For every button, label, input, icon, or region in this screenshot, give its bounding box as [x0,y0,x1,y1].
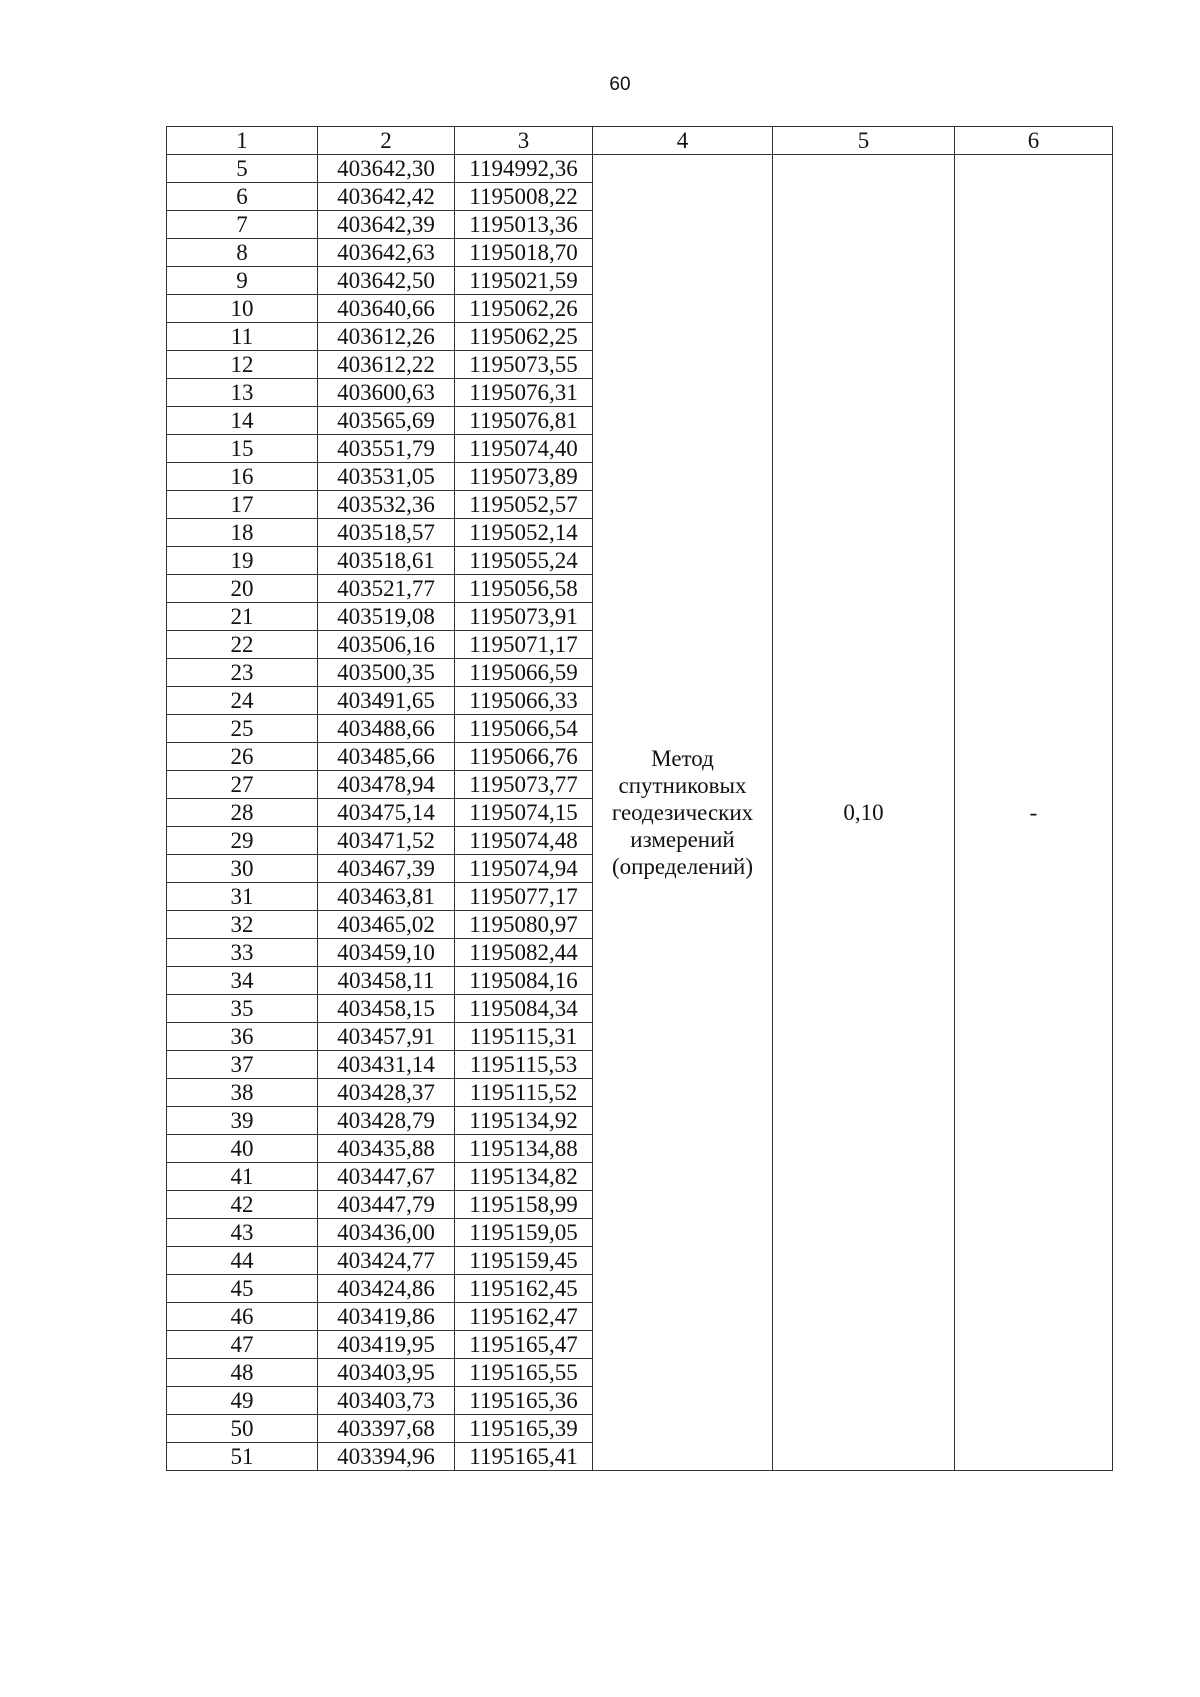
x-coordinate-cell: 403518,57 [318,519,455,547]
point-number-cell: 24 [167,687,318,715]
header-cell: 3 [455,127,593,155]
x-coordinate-cell: 403521,77 [318,575,455,603]
x-coordinate-cell: 403506,16 [318,631,455,659]
x-coordinate-cell: 403447,79 [318,1191,455,1219]
y-coordinate-cell: 1195115,53 [455,1051,593,1079]
x-coordinate-cell: 403612,26 [318,323,455,351]
point-number-cell: 38 [167,1079,318,1107]
point-number-cell: 39 [167,1107,318,1135]
point-number-cell: 11 [167,323,318,351]
y-coordinate-cell: 1195134,82 [455,1163,593,1191]
point-number-cell: 32 [167,911,318,939]
header-cell: 1 [167,127,318,155]
y-coordinate-cell: 1195066,33 [455,687,593,715]
point-number-cell: 17 [167,491,318,519]
point-number-cell: 8 [167,239,318,267]
y-coordinate-cell: 1195165,39 [455,1415,593,1443]
x-coordinate-cell: 403458,11 [318,967,455,995]
point-number-cell: 43 [167,1219,318,1247]
point-number-cell: 50 [167,1415,318,1443]
y-coordinate-cell: 1195134,92 [455,1107,593,1135]
x-coordinate-cell: 403431,14 [318,1051,455,1079]
x-coordinate-cell: 403488,66 [318,715,455,743]
point-number-cell: 25 [167,715,318,743]
x-coordinate-cell: 403424,77 [318,1247,455,1275]
point-number-cell: 48 [167,1359,318,1387]
x-coordinate-cell: 403394,96 [318,1443,455,1471]
y-coordinate-cell: 1195159,05 [455,1219,593,1247]
x-coordinate-cell: 403642,30 [318,155,455,183]
point-number-cell: 34 [167,967,318,995]
x-coordinate-cell: 403519,08 [318,603,455,631]
x-coordinate-cell: 403428,37 [318,1079,455,1107]
y-coordinate-cell: 1195073,55 [455,351,593,379]
point-number-cell: 51 [167,1443,318,1471]
x-coordinate-cell: 403491,65 [318,687,455,715]
point-number-cell: 47 [167,1331,318,1359]
point-number-cell: 16 [167,463,318,491]
x-coordinate-cell: 403471,52 [318,827,455,855]
y-coordinate-cell: 1195165,55 [455,1359,593,1387]
point-number-cell: 19 [167,547,318,575]
x-coordinate-cell: 403518,61 [318,547,455,575]
x-coordinate-cell: 403428,79 [318,1107,455,1135]
x-coordinate-cell: 403478,94 [318,771,455,799]
header-cell: 4 [593,127,773,155]
y-coordinate-cell: 1195159,45 [455,1247,593,1275]
point-number-cell: 12 [167,351,318,379]
x-coordinate-cell: 403551,79 [318,435,455,463]
point-number-cell: 27 [167,771,318,799]
y-coordinate-cell: 1195115,31 [455,1023,593,1051]
point-number-cell: 35 [167,995,318,1023]
x-coordinate-cell: 403457,91 [318,1023,455,1051]
header-cell: 5 [773,127,955,155]
x-coordinate-cell: 403640,66 [318,295,455,323]
point-number-cell: 31 [167,883,318,911]
x-coordinate-cell: 403424,86 [318,1275,455,1303]
method-cell [593,155,773,1471]
header-cell: 2 [318,127,455,155]
y-coordinate-cell: 1195066,54 [455,715,593,743]
y-coordinate-cell: 1195056,58 [455,575,593,603]
x-coordinate-cell: 403419,95 [318,1331,455,1359]
x-coordinate-cell: 403642,63 [318,239,455,267]
accuracy-cell: 0,10 [773,155,955,1471]
y-coordinate-cell: 1195074,94 [455,855,593,883]
x-coordinate-cell: 403467,39 [318,855,455,883]
x-coordinate-cell: 403447,67 [318,1163,455,1191]
x-coordinate-cell: 403475,14 [318,799,455,827]
x-coordinate-cell: 403435,88 [318,1135,455,1163]
point-number-cell: 18 [167,519,318,547]
table-row [167,155,1113,183]
point-number-cell: 28 [167,799,318,827]
y-coordinate-cell: 1195074,48 [455,827,593,855]
method-text-line: спутниковых [618,773,747,798]
column-6-cell: - [955,155,1113,1471]
header-row [167,127,1113,155]
method-text-line: (определений) [611,854,754,879]
point-number-cell: 6 [167,183,318,211]
method-text-line: измерений [630,827,735,852]
point-number-cell: 22 [167,631,318,659]
coordinates-table [166,126,1113,1471]
point-number-cell: 15 [167,435,318,463]
point-number-cell: 14 [167,407,318,435]
point-number-cell: 41 [167,1163,318,1191]
point-number-cell: 21 [167,603,318,631]
method-text-line: Метод [651,746,714,771]
x-coordinate-cell: 403485,66 [318,743,455,771]
x-coordinate-cell: 403459,10 [318,939,455,967]
x-coordinate-cell: 403565,69 [318,407,455,435]
point-number-cell: 46 [167,1303,318,1331]
x-coordinate-cell: 403612,22 [318,351,455,379]
header-cell: 6 [955,127,1113,155]
y-coordinate-cell: 1195021,59 [455,267,593,295]
y-coordinate-cell: 1195013,36 [455,211,593,239]
y-coordinate-cell: 1195082,44 [455,939,593,967]
y-coordinate-cell: 1195162,45 [455,1275,593,1303]
x-coordinate-cell: 403500,35 [318,659,455,687]
x-coordinate-cell: 403532,36 [318,491,455,519]
y-coordinate-cell: 1195052,57 [455,491,593,519]
point-number-cell: 33 [167,939,318,967]
y-coordinate-cell: 1195134,88 [455,1135,593,1163]
point-number-cell: 5 [167,155,318,183]
y-coordinate-cell: 1195052,14 [455,519,593,547]
point-number-cell: 10 [167,295,318,323]
y-coordinate-cell: 1195055,24 [455,547,593,575]
x-coordinate-cell: 403531,05 [318,463,455,491]
y-coordinate-cell: 1194992,36 [455,155,593,183]
y-coordinate-cell: 1195018,70 [455,239,593,267]
y-coordinate-cell: 1195077,17 [455,883,593,911]
y-coordinate-cell: 1195074,40 [455,435,593,463]
y-coordinate-cell: 1195062,25 [455,323,593,351]
point-number-cell: 23 [167,659,318,687]
x-coordinate-cell: 403642,39 [318,211,455,239]
y-coordinate-cell: 1195008,22 [455,183,593,211]
y-coordinate-cell: 1195073,89 [455,463,593,491]
y-coordinate-cell: 1195080,97 [455,911,593,939]
point-number-cell: 29 [167,827,318,855]
method-text-line: геодезических [611,800,754,825]
y-coordinate-cell: 1195066,59 [455,659,593,687]
x-coordinate-cell: 403600,63 [318,379,455,407]
y-coordinate-cell: 1195165,47 [455,1331,593,1359]
x-coordinate-cell: 403397,68 [318,1415,455,1443]
y-coordinate-cell: 1195162,47 [455,1303,593,1331]
point-number-cell: 45 [167,1275,318,1303]
y-coordinate-cell: 1195073,91 [455,603,593,631]
y-coordinate-cell: 1195084,16 [455,967,593,995]
y-coordinate-cell: 1195115,52 [455,1079,593,1107]
y-coordinate-cell: 1195071,17 [455,631,593,659]
y-coordinate-cell: 1195165,41 [455,1443,593,1471]
point-number-cell: 42 [167,1191,318,1219]
x-coordinate-cell: 403403,95 [318,1359,455,1387]
y-coordinate-cell: 1195074,15 [455,799,593,827]
x-coordinate-cell: 403642,50 [318,267,455,295]
y-coordinate-cell: 1195066,76 [455,743,593,771]
point-number-cell: 30 [167,855,318,883]
y-coordinate-cell: 1195084,34 [455,995,593,1023]
point-number-cell: 36 [167,1023,318,1051]
x-coordinate-cell: 403465,02 [318,911,455,939]
x-coordinate-cell: 403436,00 [318,1219,455,1247]
x-coordinate-cell: 403463,81 [318,883,455,911]
y-coordinate-cell: 1195165,36 [455,1387,593,1415]
page-number: 60 [609,74,631,95]
point-number-cell: 26 [167,743,318,771]
point-number-cell: 20 [167,575,318,603]
point-number-cell: 49 [167,1387,318,1415]
point-number-cell: 9 [167,267,318,295]
y-coordinate-cell: 1195076,31 [455,379,593,407]
y-coordinate-cell: 1195158,99 [455,1191,593,1219]
point-number-cell: 13 [167,379,318,407]
x-coordinate-cell: 403419,86 [318,1303,455,1331]
x-coordinate-cell: 403458,15 [318,995,455,1023]
x-coordinate-cell: 403403,73 [318,1387,455,1415]
y-coordinate-cell: 1195062,26 [455,295,593,323]
point-number-cell: 40 [167,1135,318,1163]
point-number-cell: 7 [167,211,318,239]
x-coordinate-cell: 403642,42 [318,183,455,211]
y-coordinate-cell: 1195076,81 [455,407,593,435]
point-number-cell: 44 [167,1247,318,1275]
y-coordinate-cell: 1195073,77 [455,771,593,799]
point-number-cell: 37 [167,1051,318,1079]
